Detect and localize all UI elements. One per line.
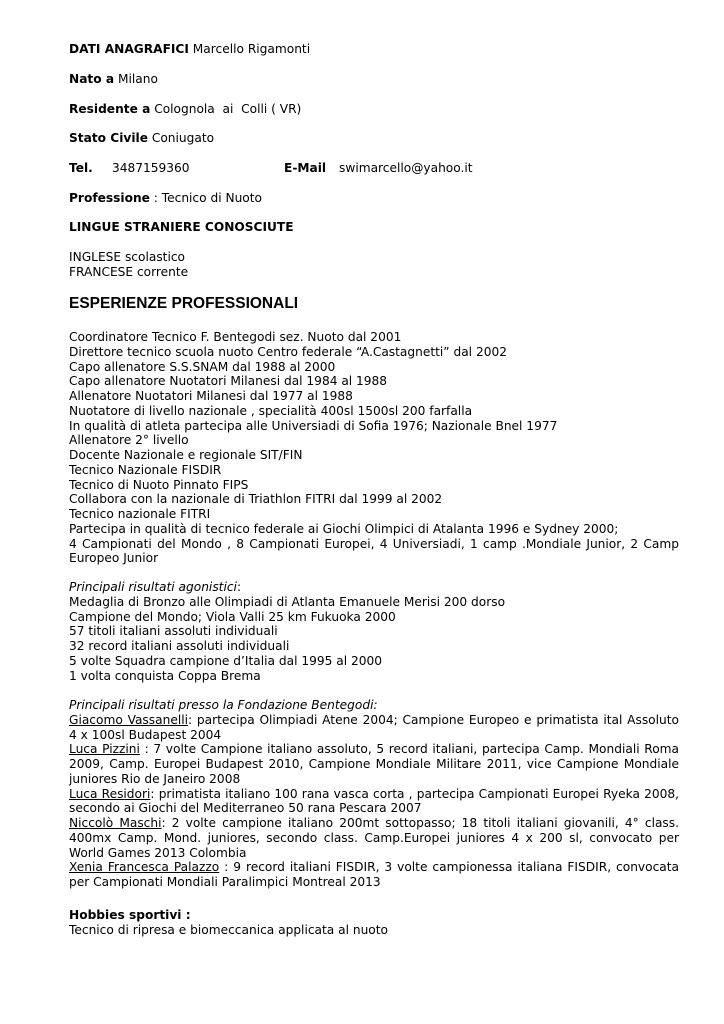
hobbies-heading: Hobbies sportivi : xyxy=(69,908,191,922)
athlete-entry xyxy=(69,816,679,860)
profession-row xyxy=(69,191,262,206)
languages-list xyxy=(69,250,188,280)
athlete-name: Niccolò Maschi xyxy=(69,816,162,830)
birth-label: Nato a xyxy=(69,72,115,86)
birth-value: Milano xyxy=(117,72,158,86)
tel-value: 3487159360 xyxy=(112,161,190,175)
profession-value: : Tecnico di Nuoto xyxy=(153,191,262,205)
athlete-entry xyxy=(69,713,679,743)
athlete-name: Giacomo Vassanelli xyxy=(69,712,188,727)
experience-item: Allenatore Nuotatori Milanesi dal 1977 al 1988 xyxy=(69,389,353,403)
result-item: Campione del Mondo; Viola Valli 25 km Fukuoka 2000 xyxy=(69,609,396,624)
experience-item: Capo allenatore S.S.SNAM dal 1988 al 2000 xyxy=(69,359,336,374)
language-item: INGLESE scolastico xyxy=(69,250,185,264)
athlete-results: : 9 record italiani FISDIR, 3 volte campionessa italiana FISDIR, convocata per Campionati Mondiali Paralimpici Montreal 2013 xyxy=(69,860,679,889)
foundation-heading: Principali risultati presso la Fondazione Bentegodi: xyxy=(69,698,378,712)
athlete-name: Xenia Francesca Palazzo xyxy=(69,860,220,875)
results-heading-colon: : xyxy=(236,580,242,594)
tel-label: Tel. xyxy=(69,161,93,175)
result-item: 5 volte Squadra campione d’Italia dal 1995 al 2000 xyxy=(69,653,382,668)
name-row xyxy=(69,42,310,57)
athlete-results: : 7 volte Campione italiano assoluto, 5 record italiani, partecipa Camp. Mondiali Roma 2009, Camp. Europei Budapest 2010, Campione Mondiale Militare 2011, vice Campione Mondiale juniores Rio de Janeiro 2008 xyxy=(69,742,679,786)
athlete-results: : primatista italiano 100 rana vasca corta , partecipa Campionati Europei Ryeka 2008, secondo ai Giochi del Mediterraneo 50 rana Pescara 2007 xyxy=(69,786,679,816)
experience-item: In qualità di atleta partecipa alle Universiadi di Sofia 1976; Nazionale Bnel 1977 xyxy=(69,418,558,433)
experience-item: Tecnico nazionale FITRI xyxy=(69,507,211,521)
result-item: 57 titoli italiani assoluti individuali xyxy=(69,624,278,639)
results-heading xyxy=(69,580,505,595)
residence-value: Colognola ai Colli ( VR) xyxy=(154,102,302,116)
experience-item: Partecipa in qualità di tecnico federale ai Giochi Olimpici di Atalanta 1996 e Sydney 2000; xyxy=(69,521,619,536)
experience-item: Direttore tecnico scuola nuoto Centro federale “A.Castagnetti” dal 2002 xyxy=(69,344,507,359)
result-item: 32 record italiani assoluti individuali xyxy=(69,639,290,653)
languages-heading: LINGUE STRANIERE CONOSCIUTE xyxy=(69,220,294,234)
profession-label: Professione xyxy=(69,191,150,205)
birth-row xyxy=(69,72,158,87)
contact-row xyxy=(69,161,681,176)
athlete-name: Luca Pizzini xyxy=(69,742,140,757)
experience-item: Capo allenatore Nuotatori Milanesi dal 1984 al 1988 xyxy=(69,374,388,389)
civil-label: Stato Civile xyxy=(69,131,148,145)
athlete-name: Luca Residori xyxy=(69,786,151,801)
experience-list xyxy=(69,330,679,566)
result-item: Medaglia di Bronzo alle Olimpiadi di Atlanta Emanuele Merisi 200 dorso xyxy=(69,594,506,609)
athlete-entry xyxy=(69,860,679,890)
name-value: Marcello Rigamonti xyxy=(192,42,311,56)
experience-item: Nuotatore di livello nazionale , specialità 400sl 1500sl 200 farfalla xyxy=(69,403,473,418)
civil-value: Coniugato xyxy=(151,131,215,145)
hobbies-section xyxy=(69,908,388,938)
residence-row xyxy=(69,102,301,117)
experience-heading: ESPERIENZE PROFESSIONALI xyxy=(69,295,299,312)
experience-item: Collabora con la nazionale di Triathlon FITRI dal 1999 al 2002 xyxy=(69,492,443,507)
name-label: DATI ANAGRAFICI xyxy=(69,42,189,56)
experience-item: Tecnico Nazionale FISDIR xyxy=(69,462,222,477)
experience-item: Allenatore 2° livello xyxy=(69,433,189,448)
language-item: FRANCESE corrente xyxy=(69,264,189,279)
experience-item: Coordinatore Tecnico F. Bentegodi sez. Nuoto dal 2001 xyxy=(69,330,402,344)
athlete-entry xyxy=(69,787,679,817)
hobbies-value: Tecnico di ripresa e biomeccanica applicata al nuoto xyxy=(69,922,388,937)
experience-item: Docente Nazionale e regionale SIT/FIN xyxy=(69,448,303,462)
email-label: E-Mail xyxy=(284,161,327,175)
experience-item: Tecnico di Nuoto Pinnato FIPS xyxy=(69,477,249,492)
results-heading-text: Principali risultati agonistici xyxy=(69,580,237,594)
experience-item: 4 Campionati del Mondo , 8 Campionati Europei, 4 Universiadi, 1 camp .Mondiale Junior, 2 Camp Europeo Junior xyxy=(69,536,679,566)
results-section xyxy=(69,580,505,683)
athlete-entry xyxy=(69,742,679,786)
athlete-results: : 2 volte campione italiano 200mt sottopasso; 18 titoli italiani giovanili, 4° class. 400mx Camp. Mond. juniores, secondo class. Camp.Europei juniores 4 x 200 sl, convocato per World Games 2013 Colombia xyxy=(69,816,679,860)
foundation-section xyxy=(69,698,679,890)
email-value: swimarcello@yahoo.it xyxy=(339,161,473,175)
result-item: 1 volta conquista Coppa Brema xyxy=(69,668,261,683)
civil-status-row xyxy=(69,131,214,146)
residence-label: Residente a xyxy=(69,102,151,116)
athlete-results: : partecipa Olimpiadi Atene 2004; Campione Europeo e primatista ital Assoluto 4 x 100sl Budapest 2004 xyxy=(69,712,679,742)
